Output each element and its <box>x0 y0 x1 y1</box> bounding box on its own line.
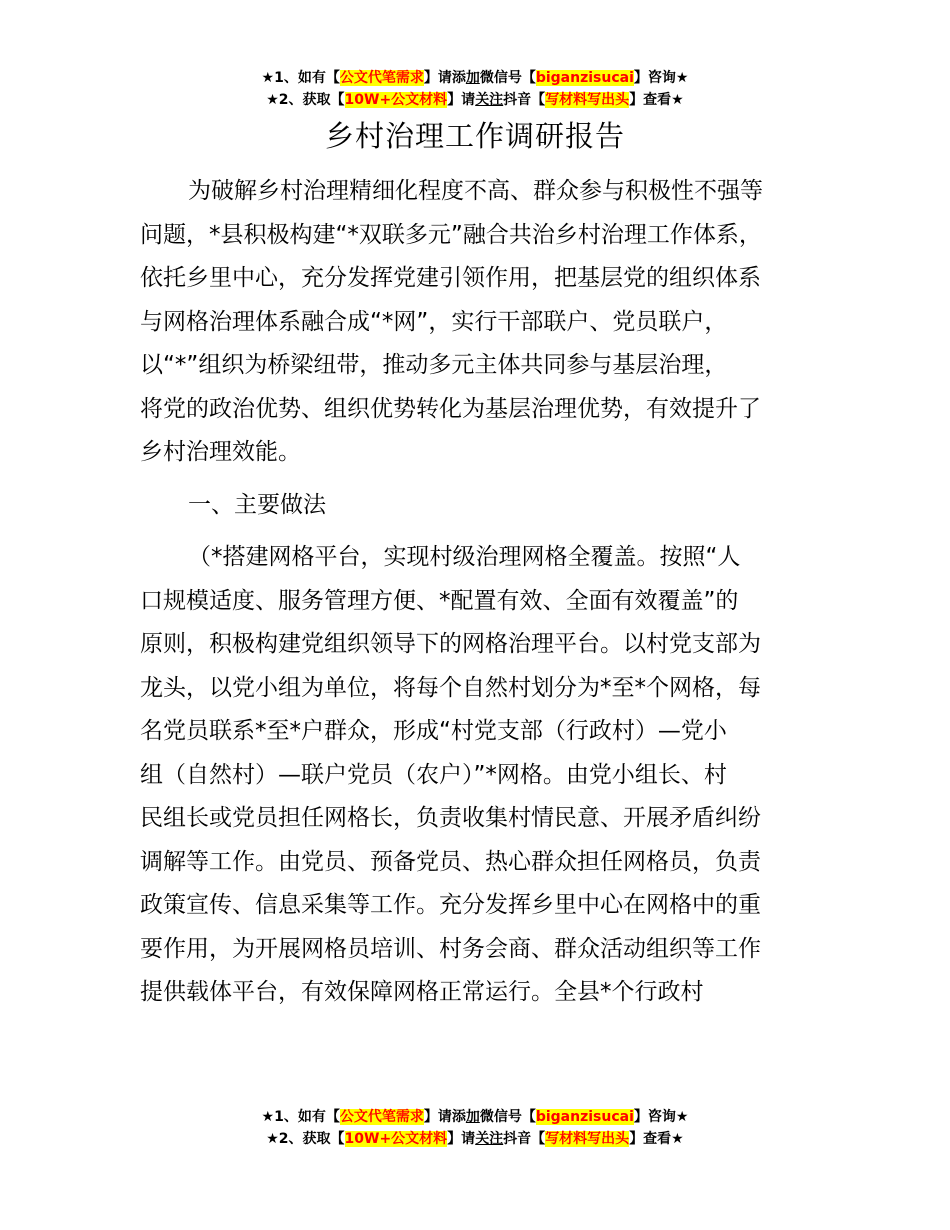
paragraph-line: 提供载体平台，有效保障网格正常运行。全县*个行政村 <box>140 979 704 1005</box>
document-title: 乡村治理工作调研报告 <box>324 119 625 153</box>
promo-line-2-suffix: 】查看★ <box>629 92 684 108</box>
intro-paragraph <box>140 170 830 475</box>
paragraph-line: 乡村治理效能。 <box>140 439 301 465</box>
promo-line-2-middle-2: 抖音【 <box>503 1131 546 1147</box>
promo-line-1-highlight-wechat: biganzisucai <box>535 70 634 86</box>
paragraph-line: （*搭建网格平台，实现村级治理网格全覆盖。按照“人 <box>188 544 741 570</box>
paragraph-line: 政策宣传、信息采集等工作。充分发挥乡里中心在网格中的重 <box>140 892 761 918</box>
section-heading-text: 一、主要做法 <box>188 492 326 518</box>
promo-line-2-prefix: ★2、获取【 <box>266 1131 345 1147</box>
paragraph-line: 龙头，以党小组为单位，将每个自然村划分为*至*个网格，每 <box>140 674 761 701</box>
paragraph-line: 民组长或党员担任网格长，负责收集村情民意、开展矛盾纠纷 <box>140 805 761 831</box>
promo-line-1-middle: 】请添 <box>423 70 466 86</box>
paragraph-line: 名党员联系*至*户群众，形成“村党支部（行政村）—党小 <box>140 718 727 744</box>
promo-line-2-underlined: 关注 <box>475 92 504 108</box>
paragraph-line: 调解等工作。由党员、预备党员、热心群众担任网格员，负责 <box>140 848 761 875</box>
promo-line-1-highlight-service: 公文代笔需求 <box>339 1109 424 1125</box>
promo-line-1 <box>0 1106 950 1128</box>
promo-line-2-highlight-materials: 10W+公文材料 <box>344 1131 448 1147</box>
promo-line-1-middle-2: 微信号【 <box>479 70 536 86</box>
promo-line-2-middle-2: 抖音【 <box>503 92 546 108</box>
section-heading <box>140 484 830 528</box>
promo-line-2-underlined: 关注 <box>475 1131 504 1147</box>
promo-line-2-highlight-douyin: 写材料写出头 <box>545 1131 630 1147</box>
paragraph-line: 口规模适度、服务管理方便、*配置有效、全面有效覆盖”的 <box>140 587 739 614</box>
paragraph-line: 组（自然村）—联户党员（农户）”*网格。由党小组长、村 <box>140 761 727 788</box>
promo-line-2 <box>0 1128 950 1150</box>
promo-line-1-suffix: 】咨询★ <box>633 70 689 86</box>
promo-line-2-middle: 】请 <box>447 1131 476 1147</box>
promo-line-1-highlight-wechat: biganzisucai <box>535 1109 634 1125</box>
promo-line-1-highlight-service: 公文代笔需求 <box>339 70 424 86</box>
promo-line-1-underlined: 加 <box>465 1109 480 1125</box>
paragraph-line: 为破解乡村治理精细化程度不高、群众参与积极性不强等 <box>188 178 763 204</box>
promo-line-1-prefix: ★1、如有【 <box>261 1109 340 1125</box>
paragraph-line: 原则，积极构建党组织领导下的网格治理平台。以村党支部为 <box>140 631 761 657</box>
paragraph-line: 与网格治理体系融合成“*网”，实行干部联户、党员联户， <box>140 308 728 335</box>
promo-line-2-highlight-douyin: 写材料写出头 <box>545 92 630 108</box>
paragraph-line: 将党的政治优势、组织优势转化为基层治理优势，有效提升了 <box>140 395 761 422</box>
promo-line-2-highlight-materials: 10W+公文材料 <box>344 92 448 108</box>
promo-line-2-middle: 】请 <box>447 92 476 108</box>
footer-promo-banner <box>0 1106 950 1150</box>
promo-line-1-suffix: 】咨询★ <box>633 1109 689 1125</box>
promo-line-1 <box>0 67 950 89</box>
header-promo-banner <box>0 67 950 111</box>
promo-line-2-prefix: ★2、获取【 <box>266 92 345 108</box>
promo-line-1-prefix: ★1、如有【 <box>261 70 340 86</box>
paragraph-line: 以“*”组织为桥梁纽带，推动多元主体共同参与基层治理， <box>140 352 728 378</box>
promo-line-1-middle: 】请添 <box>423 1109 466 1125</box>
promo-line-1-underlined: 加 <box>465 70 480 86</box>
body-paragraph <box>140 536 830 1015</box>
paragraph-line: 要作用，为开展网格员培训、村务会商、群众活动组织等工作 <box>140 935 761 962</box>
paragraph-line: 问题，*县积极构建“*双联多元”融合共治乡村治理工作体系， <box>140 221 762 248</box>
promo-line-2 <box>0 89 950 111</box>
promo-line-1-middle-2: 微信号【 <box>479 1109 536 1125</box>
paragraph-line: 依托乡里中心，充分发挥党建引领作用，把基层党的组织体系 <box>140 265 761 291</box>
promo-line-2-suffix: 】查看★ <box>629 1131 684 1147</box>
